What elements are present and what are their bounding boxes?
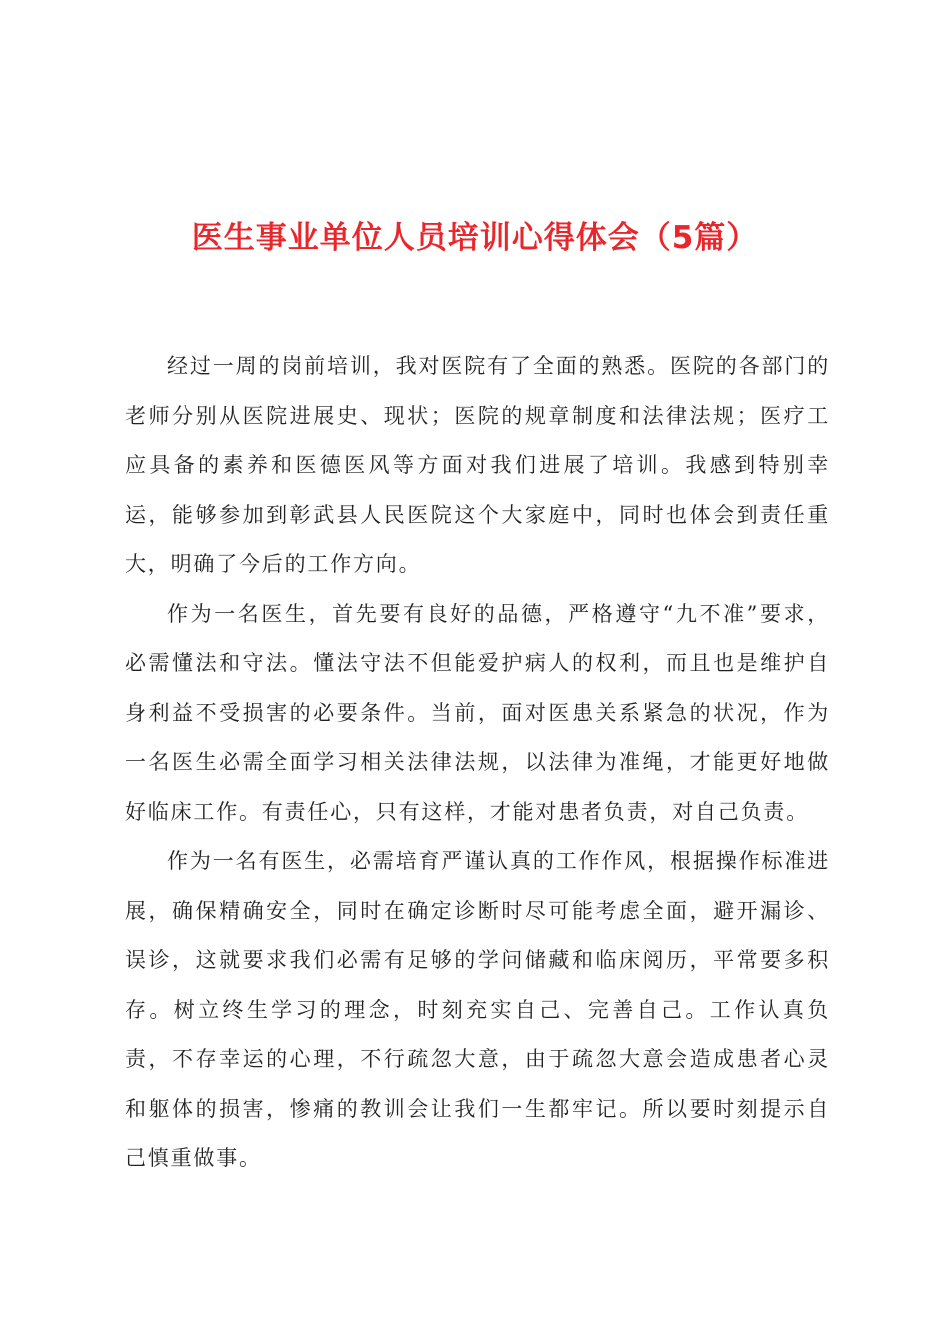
paragraph-1: 经过一周的岗前培训，我对医院有了全面的熟悉。医院的各部门的老师分别从医院进展史、现状；医院的规章制度和法律法规；医疗工应具备的素养和医德医风等方面对我们进展了培训。我感到特别幸运，能够参加到彰武县人民医院这个大家庭中，同时也体会到责任重大，明确了今后的工作方向。 [125, 354, 830, 576]
document-body [125, 342, 830, 1184]
document-title: 医生事业单位人员培训心得体会（5篇） [191, 220, 759, 256]
paragraph-3: 作为一名有医生，必需培育严谨认真的工作作风，根据操作标准进展，确保精确安全，同时在确定诊断时尽可能考虑全面，避开漏诊、误诊，这就要求我们必需有足够的学问储藏和临床阅历，平常要多积存。树立终生学习的理念，时刻充实自己、完善自己。工作认真负责，不存幸运的心理，不行疏忽大意，由于疏忽大意会造成患者心灵和躯体的损害，惨痛的教训会让我们一生都牢记。所以要时刻提示自己慎重做事。 [125, 849, 830, 1170]
paragraph-2: 作为一名医生，首先要有良好的品德，严格遵守“九不准”要求，必需懂法和守法。懂法守法不但能爱护病人的权利，而且也是维护自身利益不受损害的必要条件。当前，面对医患关系紧急的状况，作为一名医生必需全面学习相关法律法规，以法律为准绳，才能更好地做好临床工作。有责任心，只有这样，才能对患者负责，对自己负责。 [125, 601, 830, 824]
